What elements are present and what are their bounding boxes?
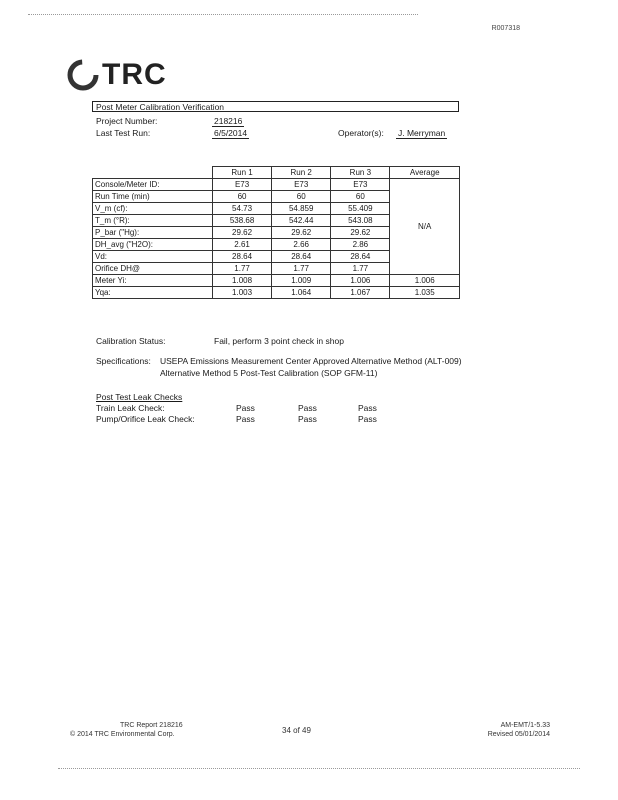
header-run-2: Run 2 [272, 167, 331, 179]
cell: 543.08 [331, 215, 390, 227]
cell: 1.77 [331, 263, 390, 275]
page-id: R007318 [491, 25, 520, 32]
cell: 538.68 [213, 215, 272, 227]
cell: 2.86 [331, 239, 390, 251]
cell: 60 [213, 191, 272, 203]
cell: 55.409 [331, 203, 390, 215]
cell: E73 [331, 179, 390, 191]
cell: 54.859 [272, 203, 331, 215]
section-title: Post Meter Calibration Verification [92, 101, 459, 112]
footer-form-id: AM-EMT/1-5.33 [500, 722, 550, 729]
cell: 1.067 [331, 287, 390, 299]
cell: 29.62 [331, 227, 390, 239]
leak-cell: Pass [298, 414, 317, 424]
pump-leak-label: Pump/Orifice Leak Check: [96, 414, 195, 424]
table-row [93, 179, 460, 191]
cell: 28.64 [213, 251, 272, 263]
cell: 1.006 [331, 275, 390, 287]
cell: 1.77 [272, 263, 331, 275]
leak-check-title: Post Test Leak Checks [96, 392, 183, 402]
cell: 54.73 [213, 203, 272, 215]
cell: 1.009 [272, 275, 331, 287]
train-leak-label: Train Leak Check: [96, 403, 165, 413]
cell: 28.64 [331, 251, 390, 263]
cell: 60 [331, 191, 390, 203]
operator-value: J. Merryman [398, 128, 446, 138]
calibration-table [92, 166, 460, 299]
scan-border-top [28, 14, 418, 21]
row-label: Orifice DH@ [93, 263, 213, 275]
specifications-line-2: Alternative Method 5 Post-Test Calibration (SOP GFM-11) [160, 368, 378, 378]
cell: 2.61 [213, 239, 272, 251]
table-row [93, 275, 460, 287]
cell: E73 [213, 179, 272, 191]
cell: 1.064 [272, 287, 331, 299]
footer-report: TRC Report 218216 [120, 722, 183, 729]
row-label: DH_avg ("H2O): [93, 239, 213, 251]
cell: E73 [272, 179, 331, 191]
footer-copyright: © 2014 TRC Environmental Corp. [70, 731, 175, 738]
last-test-value: 6/5/2014 [214, 128, 248, 138]
leak-cell: Pass [236, 403, 255, 413]
footer-revised: Revised 05/01/2014 [487, 731, 550, 738]
cell: 1.003 [213, 287, 272, 299]
cell: 2.66 [272, 239, 331, 251]
cell: 1.77 [213, 263, 272, 275]
cell: 60 [272, 191, 331, 203]
leak-cell: Pass [236, 414, 255, 424]
row-label: V_m (cf): [93, 203, 213, 215]
row-label: Run Time (min) [93, 191, 213, 203]
cell: 29.62 [213, 227, 272, 239]
logo-text: TRC [102, 58, 167, 91]
trc-logo-icon [66, 58, 100, 92]
leak-cell: Pass [358, 403, 377, 413]
company-logo [66, 58, 167, 92]
row-label: Console/Meter ID: [93, 179, 213, 191]
average-na: N/A [390, 179, 460, 275]
cell: 542.44 [272, 215, 331, 227]
row-label: P_bar ("Hg): [93, 227, 213, 239]
row-label: Yqa: [93, 287, 213, 299]
specifications-label: Specifications: [96, 356, 151, 366]
project-number-value: 218216 [214, 116, 243, 126]
table-header-row [93, 167, 460, 179]
row-label: T_m (°R): [93, 215, 213, 227]
calibration-status-label: Calibration Status: [96, 336, 166, 346]
last-test-label: Last Test Run: [96, 128, 151, 138]
header-average: Average [390, 167, 460, 179]
header-run-1: Run 1 [213, 167, 272, 179]
operator-label: Operator(s): [338, 128, 384, 138]
cell: 28.64 [272, 251, 331, 263]
average-cell: 1.035 [390, 287, 460, 299]
calibration-status-value: Fail, perform 3 point check in shop [214, 336, 344, 346]
row-label: Meter Yi: [93, 275, 213, 287]
header-run-3: Run 3 [331, 167, 390, 179]
footer-page-number: 34 of 49 [282, 726, 311, 735]
leak-cell: Pass [298, 403, 317, 413]
scan-border-bottom [58, 768, 580, 769]
row-label: Vd: [93, 251, 213, 263]
project-number-label: Project Number: [96, 116, 158, 126]
table-row [93, 287, 460, 299]
specifications-line-1: USEPA Emissions Measurement Center Approved Alternative Method (ALT-009) [160, 356, 462, 366]
leak-cell: Pass [358, 414, 377, 424]
average-cell: 1.006 [390, 275, 460, 287]
cell: 29.62 [272, 227, 331, 239]
cell: 1.008 [213, 275, 272, 287]
